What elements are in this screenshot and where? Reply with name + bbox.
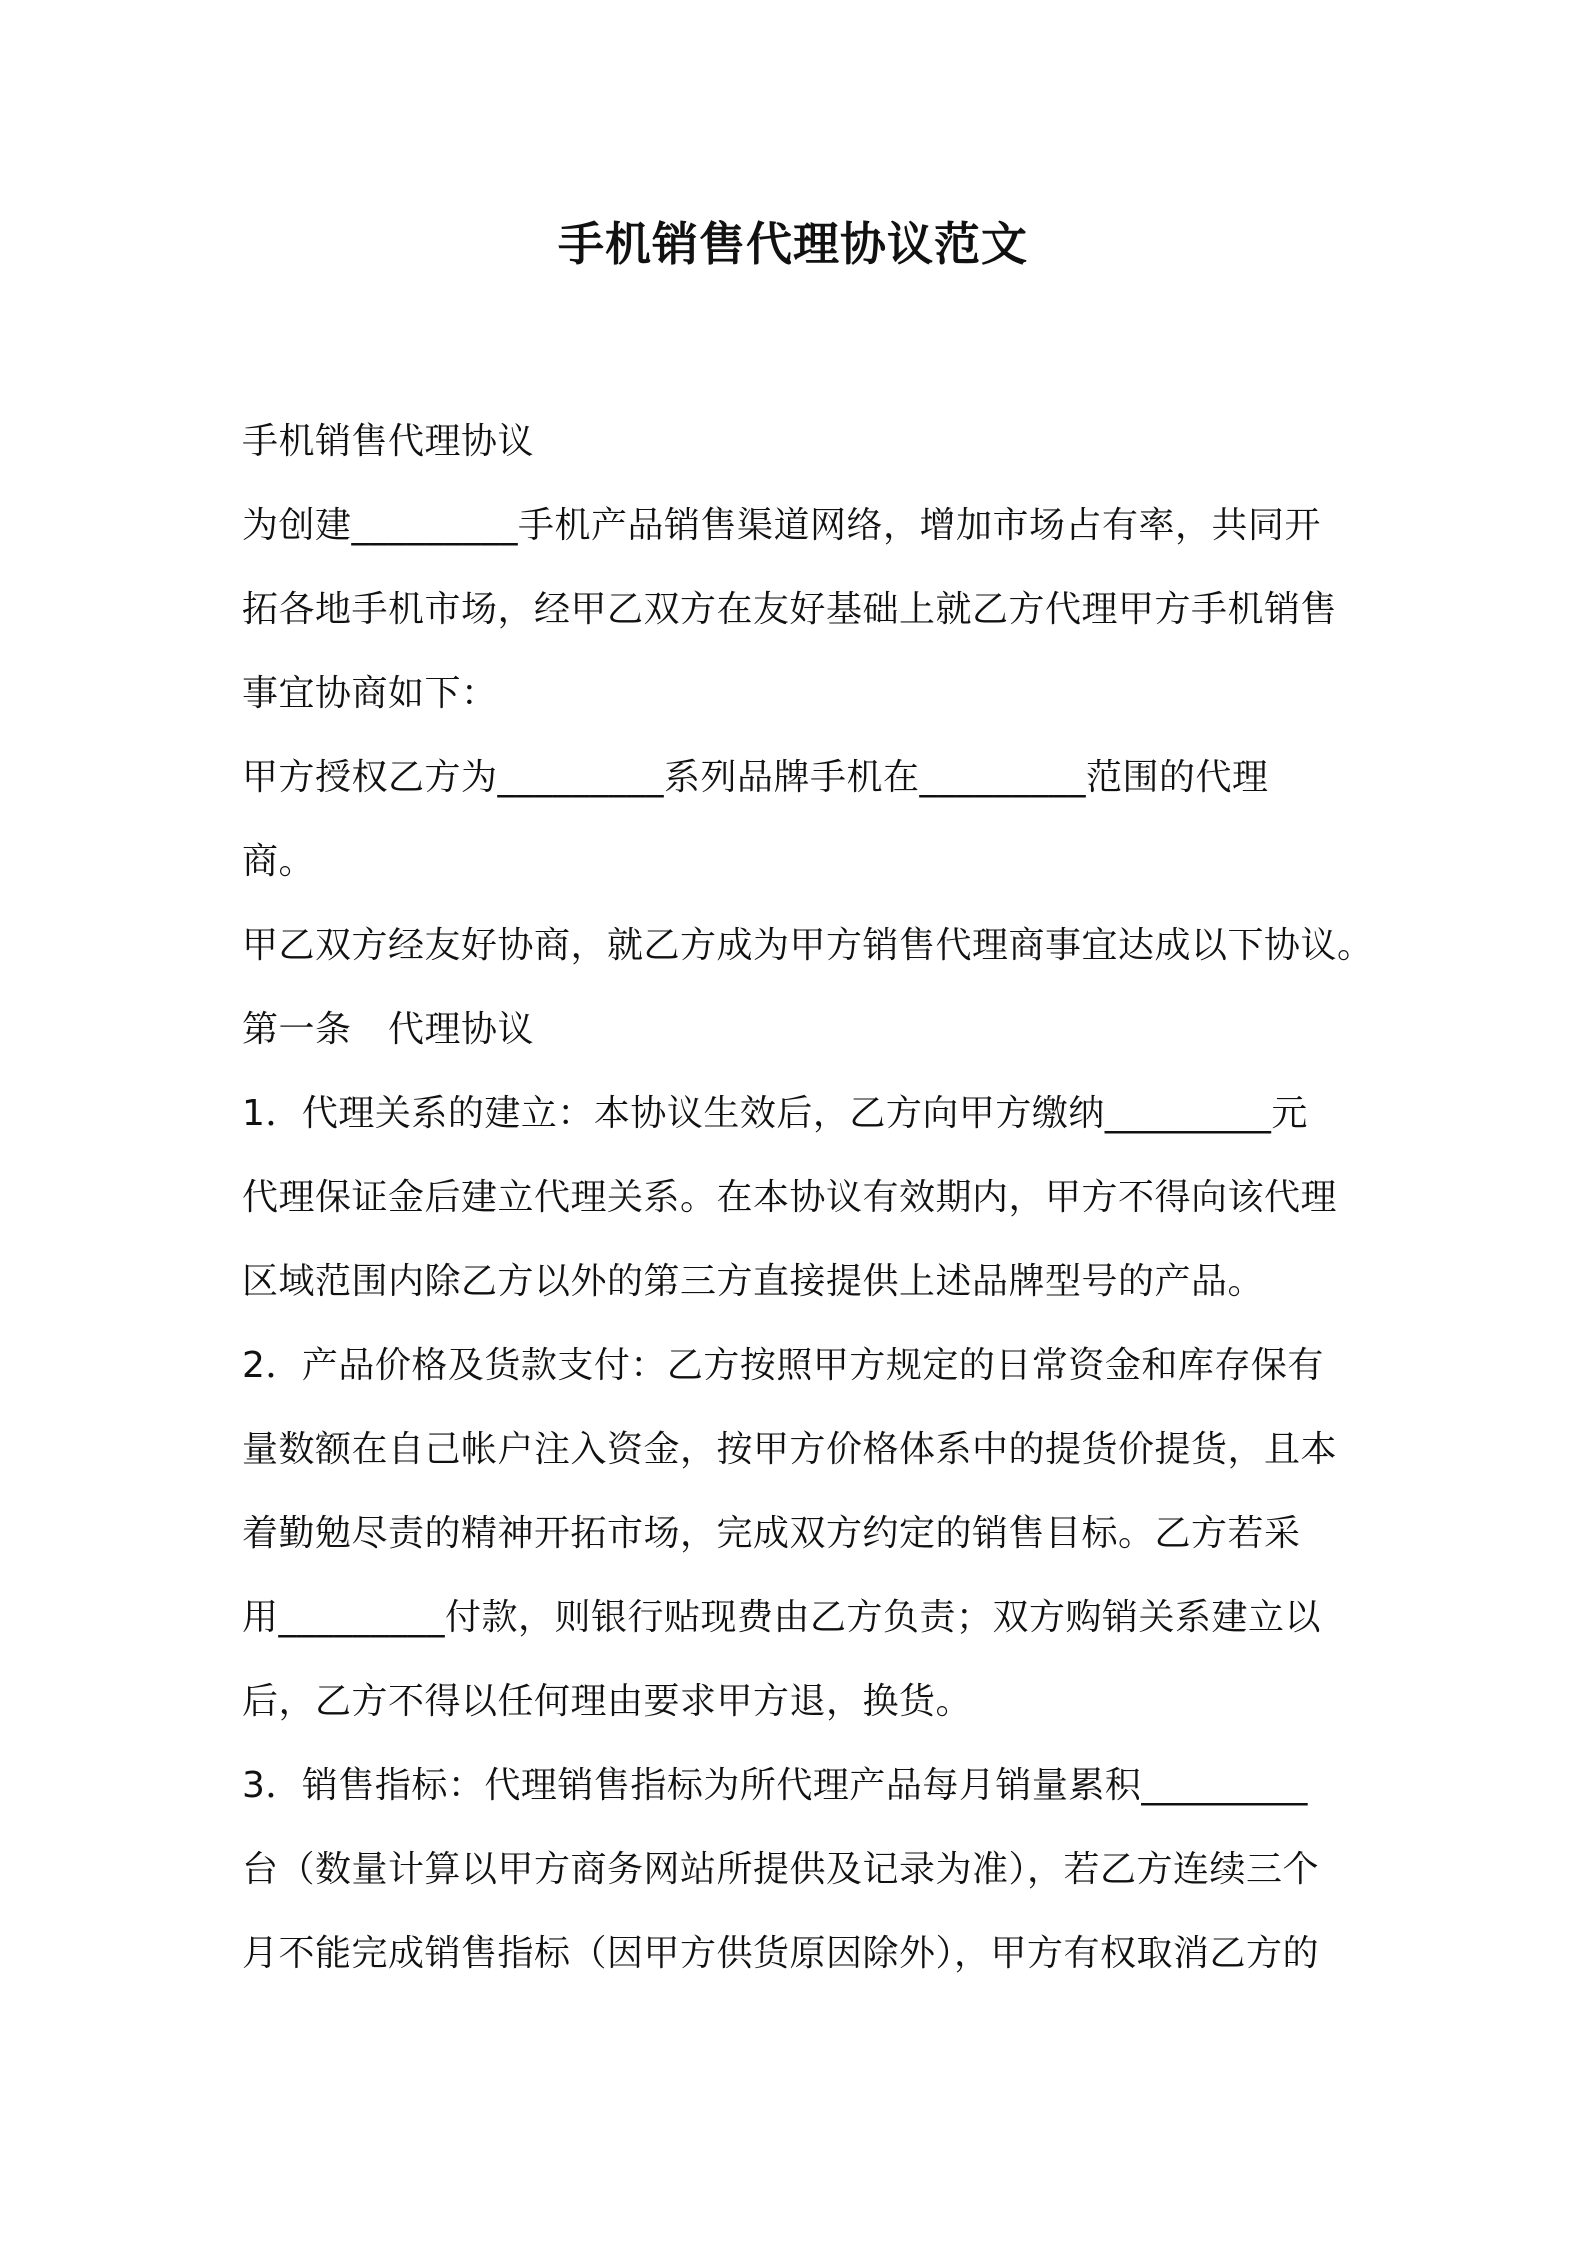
body-line-3: 拓各地手机市场，经甲乙双方在友好基础上就乙方代理甲方手机销售	[242, 589, 1338, 630]
body-line-10: 代理保证金后建立代理关系。在本协议有效期内，甲方不得向该代理	[242, 1177, 1338, 1218]
document-body	[242, 400, 1374, 1996]
body-line-6: 商。	[242, 841, 316, 882]
body-line-15: 用_________付款，则银行贴现费由乙方负责；双方购销关系建立以	[242, 1597, 1322, 1638]
body-line-11: 区域范围内除乙方以外的第三方直接提供上述品牌型号的产品。	[242, 1261, 1265, 1302]
body-line-17: 3．销售指标：代理销售指标为所代理产品每月销量累积_________	[242, 1765, 1308, 1806]
body-line-4: 事宜协商如下：	[242, 673, 498, 714]
body-line-13: 量数额在自己帐户注入资金，按甲方价格体系中的提货价提货，且本	[242, 1429, 1338, 1470]
body-line-5: 甲方授权乙方为_________系列品牌手机在_________范围的代理	[242, 757, 1269, 798]
body-line-18: 台（数量计算以甲方商务网站所提供及记录为准），若乙方连续三个	[242, 1849, 1320, 1890]
body-line-1: 手机销售代理协议	[242, 421, 535, 462]
section-heading-article-1: 第一条 代理协议	[242, 1009, 535, 1050]
body-line-7: 甲乙双方经友好协商，就乙方成为甲方销售代理商事宜达成以下协议。	[242, 925, 1374, 966]
body-line-9: 1．代理关系的建立：本协议生效后，乙方向甲方缴纳_________元	[242, 1093, 1308, 1134]
body-line-19: 月不能完成销售指标（因甲方供货原因除外），甲方有权取消乙方的	[242, 1933, 1320, 1974]
body-line-16: 后，乙方不得以任何理由要求甲方退，换货。	[242, 1681, 973, 1722]
body-line-12: 2．产品价格及货款支付：乙方按照甲方规定的日常资金和库存保有	[242, 1345, 1324, 1386]
body-line-2: 为创建_________手机产品销售渠道网络，增加市场占有率，共同开	[242, 505, 1322, 546]
document-title: 手机销售代理协议范文	[558, 217, 1028, 271]
body-line-14: 着勤勉尽责的精神开拓市场，完成双方约定的销售目标。乙方若采	[242, 1513, 1301, 1554]
